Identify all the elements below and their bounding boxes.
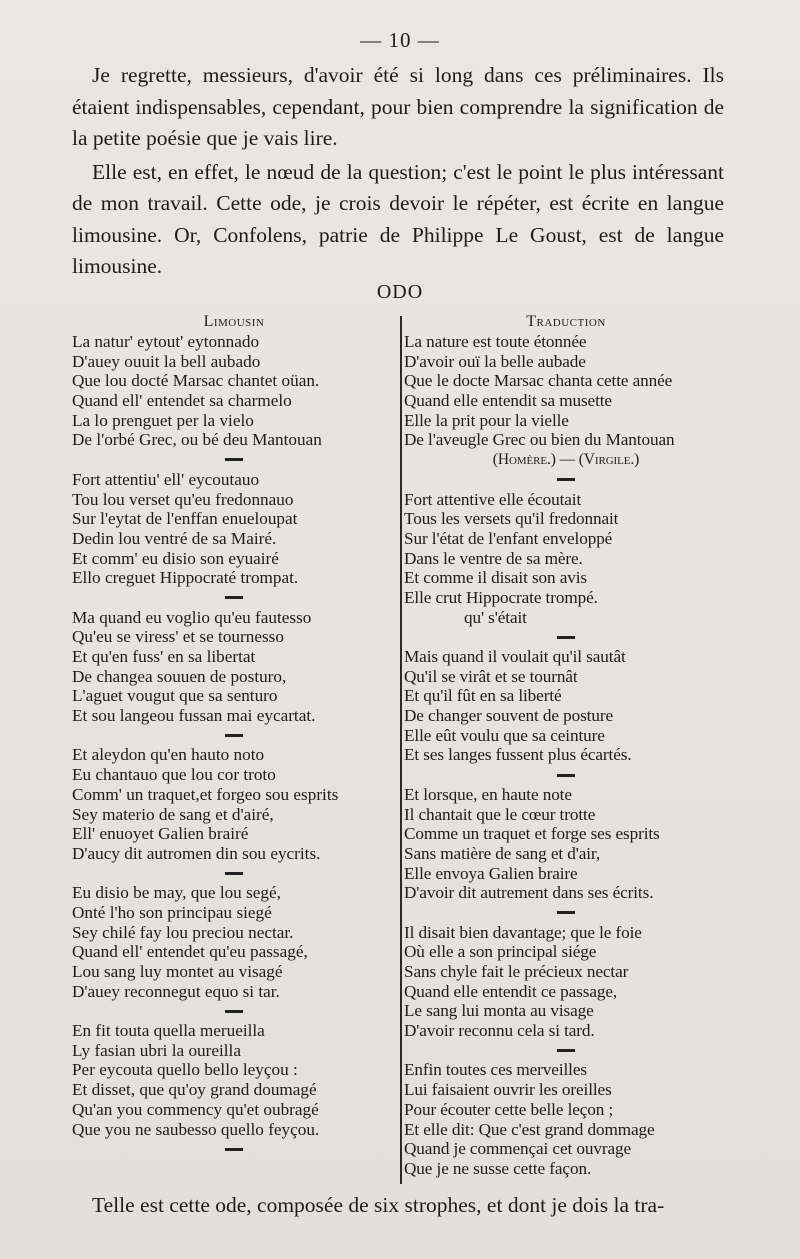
limousin-verse-line: Eu chantauo que lou cor troto: [72, 765, 276, 785]
translation-verse-line: Qu'il se virât et se tournât: [404, 666, 578, 686]
translation-verse-line: Le sang lui monta au visage: [404, 1001, 594, 1021]
translation-stanza: [404, 490, 728, 608]
limousin-verse-line: Comm' un traquet,et forgeo sou esprits: [72, 784, 339, 804]
translation-verse-line: Fort attentive elle écoutait: [404, 489, 582, 509]
translation-verse-line: La nature est toute étonnée: [404, 332, 587, 351]
stanza-separator: [404, 1041, 728, 1061]
limousin-verse-line: Sey materio de sang et d'airé,: [72, 804, 274, 824]
translation-verse-line: Sans matière de sang et d'air,: [404, 843, 601, 863]
translation-verse-line: Elle crut Hippocrate trompé.: [404, 587, 598, 607]
limousin-verse-line: Fort attentiu' ell' eycoutauo: [72, 469, 260, 489]
limousin-verse-line: Lou sang luy montet au visagé: [72, 962, 283, 981]
stanza-separator: [404, 627, 728, 647]
stanza-separator: [404, 765, 728, 785]
page-number: — 10 —: [360, 28, 440, 52]
translation-verse-line: Comme un traquet et forge ses esprits: [404, 824, 660, 844]
limousin-verse-line: Et aleydon qu'en hauto noto: [72, 745, 265, 765]
limousin-heading: Limousin: [203, 313, 265, 330]
limousin-verse-line: D'aucy dit autromen din sou eycrits.: [72, 843, 321, 863]
translation-verse-line: Et ses langes fussent plus écartés.: [404, 745, 632, 765]
limousin-verse-line: Ello creguet Hippocraté trompat.: [72, 568, 299, 588]
translation-verse-line: Et qu'il fût en sa liberté: [404, 686, 562, 706]
translation-verse-line: Où elle a son principal siége: [404, 942, 597, 962]
limousin-stanza: [72, 883, 396, 1001]
limousin-verse-line: De changea souuen de posturo,: [72, 666, 287, 686]
limousin-verse-line: Et comm' eu disio son eyuairé: [72, 548, 279, 568]
limousin-verse-line: Eu disio be may, que lou segé,: [72, 883, 281, 903]
limousin-stanza: [72, 745, 396, 863]
translation-column: [404, 312, 728, 1179]
stanza-separator: [72, 588, 396, 608]
limousin-verse-line: Que you ne saubesso quello feyçou.: [72, 1119, 320, 1139]
translation-verse-line: De l'aveugle Grec ou bien du Mantouan: [404, 430, 675, 450]
limousin-verse-line: Quand ell' entendet sa charmelo: [72, 391, 292, 411]
limousin-verse-line: De l'orbé Grec, ou bé deu Mantouan: [72, 430, 322, 450]
limousin-verse-line: Sur l'eytat de l'enffan enueloupat: [72, 509, 298, 529]
translation-stanza: [404, 647, 728, 765]
limousin-verse-line: Que lou docté Marsac chantet oüan.: [72, 371, 320, 391]
translation-verse-line: Elle eût voulu que sa ceinture: [404, 725, 605, 745]
translation-verse-line: Quand elle entendit sa musette: [404, 391, 612, 411]
limousin-verse-line: Per eycouta quello bello leyçou :: [72, 1060, 298, 1080]
translation-verse-line: Et elle dit: Que c'est grand dommage: [404, 1119, 655, 1139]
translation-verse-line: Pour écouter cette belle leçon ;: [404, 1099, 614, 1119]
intro-paragraph-2: Elle est, en effet, le nœud de la question; c'est le point le plus intéressant de mon travail. Cette ode, je crois devoir le répéter, est écrite en langue limousine. Or, Confolens, patrie de Philippe Le Goust, est de langue limousine.: [72, 159, 724, 278]
translation-note-names: (Homère.) — (Virgile.): [492, 451, 640, 469]
limousin-verse-line: Tou lou verset qu'eu fredonnauo: [72, 489, 294, 509]
translation-stanzas: [404, 332, 728, 1179]
limousin-verse-line: Ell' enuoyet Galien brairé: [72, 824, 249, 844]
poem-title: ODO: [376, 281, 424, 303]
translation-stanza: [404, 785, 728, 903]
limousin-stanza: [72, 470, 396, 588]
translation-verse-line: De changer souvent de posture: [404, 706, 614, 726]
stanza-separator: [72, 1001, 396, 1021]
limousin-verse-line: L'aguet vougut que sa senturo: [72, 686, 278, 706]
translation-heading: Traduction: [526, 313, 606, 330]
translation-verse-line: Mais quand il voulait qu'il sautât: [404, 647, 626, 667]
limousin-verse-line: Ma quand eu voglio qu'eu fautesso: [72, 607, 312, 627]
limousin-verse-line: Et sou langeou fussan mai eycartat.: [72, 706, 316, 726]
translation-verse-line: Elle envoya Galien braire: [404, 863, 578, 883]
translation-verse-line: Enfin toutes ces merveilles: [404, 1060, 587, 1080]
limousin-verse-line: D'auey reconnegut equo si tar.: [72, 981, 280, 1001]
closing-line: Telle est cette ode, composée de six strophes, et dont je dois la tra-: [92, 1193, 665, 1217]
translation-verse-line: Sur l'état de l'enfant enveloppé: [404, 528, 613, 548]
limousin-verse-line: Dedin lou ventré de sa Mairé.: [72, 528, 277, 548]
translation-note-cut: qu' s'était: [464, 607, 527, 627]
stanza-separator: [404, 903, 728, 923]
limousin-verse-line: D'auey ouuit la bell aubado: [72, 351, 261, 371]
translation-verse-line: Que je ne susse cette façon.: [404, 1158, 592, 1178]
limousin-column: [72, 312, 396, 1159]
limousin-verse-line: Qu'an you commency qu'et oubragé: [72, 1099, 319, 1119]
translation-verse-line: D'avoir reconnu cela si tard.: [404, 1021, 595, 1041]
limousin-stanza: [72, 608, 396, 726]
intro-paragraph-1: Je regrette, messieurs, d'avoir été si long dans ces préliminaires. Ils étaient indispensables, cependant, pour bien comprendre la signification de la petite poésie que je vais lire.: [72, 63, 724, 150]
limousin-stanzas: [72, 332, 396, 1159]
translation-verse-line: Et comme il disait son avis: [404, 568, 587, 588]
stanza-separator: [72, 1139, 396, 1159]
limousin-verse-line: Et disset, que qu'oy grand doumagé: [72, 1080, 317, 1100]
translation-stanza: [404, 332, 728, 450]
translation-verse-line: D'avoir ouï la belle aubade: [404, 351, 586, 371]
limousin-verse-line: Sey chilé fay lou preciou nectar.: [72, 922, 294, 942]
limousin-stanza: [72, 332, 396, 450]
stanza-separator: [404, 470, 728, 490]
limousin-verse-line: Quand ell' entendet qu'eu passagé,: [72, 942, 308, 962]
translation-verse-line: Quand elle entendit ce passage,: [404, 981, 618, 1001]
translation-stanza: [404, 923, 728, 1041]
translation-verse-line: Lui faisaient ouvrir les oreilles: [404, 1080, 612, 1100]
limousin-verse-line: En fit touta quella merueilla: [72, 1021, 265, 1041]
translation-verse-line: Dans le ventre de sa mère.: [404, 548, 583, 568]
translation-verse-line: Et lorsque, en haute note: [404, 784, 572, 804]
translation-verse-line: Sans chyle fait le précieux nectar: [404, 962, 629, 982]
translation-verse-line: Que le docte Marsac chanta cette année: [404, 371, 673, 391]
translation-verse-line: Il chantait que le cœur trotte: [404, 804, 596, 824]
limousin-verse-line: La natur' eytout' eytonnado: [72, 332, 260, 351]
limousin-stanza: [72, 1021, 396, 1139]
stanza-separator: [72, 450, 396, 470]
translation-stanza: [404, 1060, 728, 1178]
translation-verse-line: Tous les versets qu'il fredonnait: [404, 509, 619, 529]
intro-text: [72, 60, 724, 283]
stanza-separator: [72, 726, 396, 746]
limousin-verse-line: Ly fasian ubri la oureilla: [72, 1040, 241, 1060]
translation-verse-line: Elle la prit pour la vielle: [404, 410, 569, 430]
limousin-verse-line: Et qu'en fuss' en sa libertat: [72, 647, 256, 666]
translation-verse-line: D'avoir dit autrement dans ses écrits.: [404, 883, 654, 903]
limousin-verse-line: Qu'eu se viress' et se tournesso: [72, 627, 284, 647]
translation-verse-line: Il disait bien davantage; que le foie: [404, 922, 642, 942]
translation-verse-line: Quand je commençai cet ouvrage: [404, 1139, 632, 1159]
limousin-verse-line: La lo prenguet per la vielo: [72, 410, 254, 430]
column-divider: [400, 316, 402, 1184]
stanza-separator: [72, 864, 396, 884]
limousin-verse-line: Onté l'ho son principau siegé: [72, 902, 272, 922]
